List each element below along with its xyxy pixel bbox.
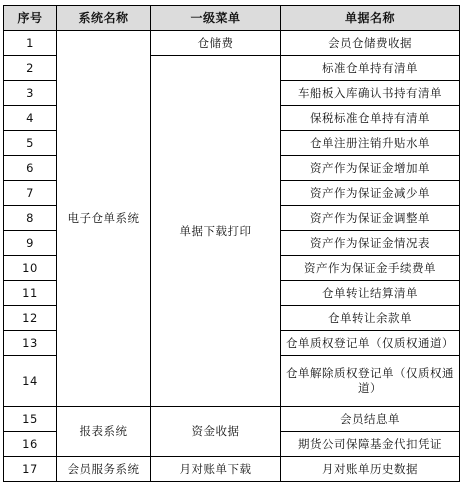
header-menu: 一级菜单 xyxy=(151,6,281,31)
doc-cell: 会员仓储费收据 xyxy=(281,31,460,56)
table-row xyxy=(4,31,460,56)
header-seq: 序号 xyxy=(4,6,57,31)
seq-cell: 16 xyxy=(4,432,57,457)
seq-cell: 2 xyxy=(4,56,57,81)
doc-cell: 月对账单历史数据 xyxy=(281,457,460,482)
menu-cell-doc-download-print: 单据下载打印 xyxy=(151,56,281,407)
doc-cell: 期货公司保障基金代扣凭证 xyxy=(281,432,460,457)
doc-cell: 车船板入库确认书持有清单 xyxy=(281,81,460,106)
seq-cell: 1 xyxy=(4,31,57,56)
seq-cell: 14 xyxy=(4,356,57,407)
system-cell-ewarehouse: 电子仓单系统 xyxy=(57,31,151,407)
seq-cell: 9 xyxy=(4,231,57,256)
doc-cell: 会员结息单 xyxy=(281,407,460,432)
doc-cell: 资产作为保证金增加单 xyxy=(281,156,460,181)
doc-cell: 保税标准仓单持有清单 xyxy=(281,106,460,131)
seq-cell: 5 xyxy=(4,131,57,156)
document-table xyxy=(3,5,460,482)
doc-cell: 标准仓单持有清单 xyxy=(281,56,460,81)
table-header-row xyxy=(4,6,460,31)
seq-cell: 15 xyxy=(4,407,57,432)
doc-cell: 资产作为保证金手续费单 xyxy=(281,256,460,281)
header-system: 系统名称 xyxy=(57,6,151,31)
doc-cell: 仓单解除质权登记单（仅质权通道） xyxy=(281,356,460,407)
doc-cell: 资产作为保证金减少单 xyxy=(281,181,460,206)
menu-cell-monthly-statement: 月对账单下载 xyxy=(151,457,281,482)
seq-cell: 10 xyxy=(4,256,57,281)
table-row xyxy=(4,407,460,432)
header-doc: 单据名称 xyxy=(281,6,460,31)
seq-cell: 3 xyxy=(4,81,57,106)
seq-cell: 4 xyxy=(4,106,57,131)
system-cell-report: 报表系统 xyxy=(57,407,151,457)
doc-cell: 仓单注册注销升贴水单 xyxy=(281,131,460,156)
table-row xyxy=(4,457,460,482)
seq-cell: 8 xyxy=(4,206,57,231)
doc-cell: 资产作为保证金调整单 xyxy=(281,206,460,231)
menu-cell-fund-collection: 资金收据 xyxy=(151,407,281,457)
doc-cell: 仓单质权登记单（仅质权通道） xyxy=(281,331,460,356)
seq-cell: 12 xyxy=(4,306,57,331)
seq-cell: 7 xyxy=(4,181,57,206)
doc-cell: 仓单转让余款单 xyxy=(281,306,460,331)
menu-cell-warehouse-fee: 仓储费 xyxy=(151,31,281,56)
seq-cell: 6 xyxy=(4,156,57,181)
doc-cell: 仓单转让结算清单 xyxy=(281,281,460,306)
seq-cell: 17 xyxy=(4,457,57,482)
doc-cell: 资产作为保证金情况表 xyxy=(281,231,460,256)
seq-cell: 13 xyxy=(4,331,57,356)
system-cell-member: 会员服务系统 xyxy=(57,457,151,482)
seq-cell: 11 xyxy=(4,281,57,306)
